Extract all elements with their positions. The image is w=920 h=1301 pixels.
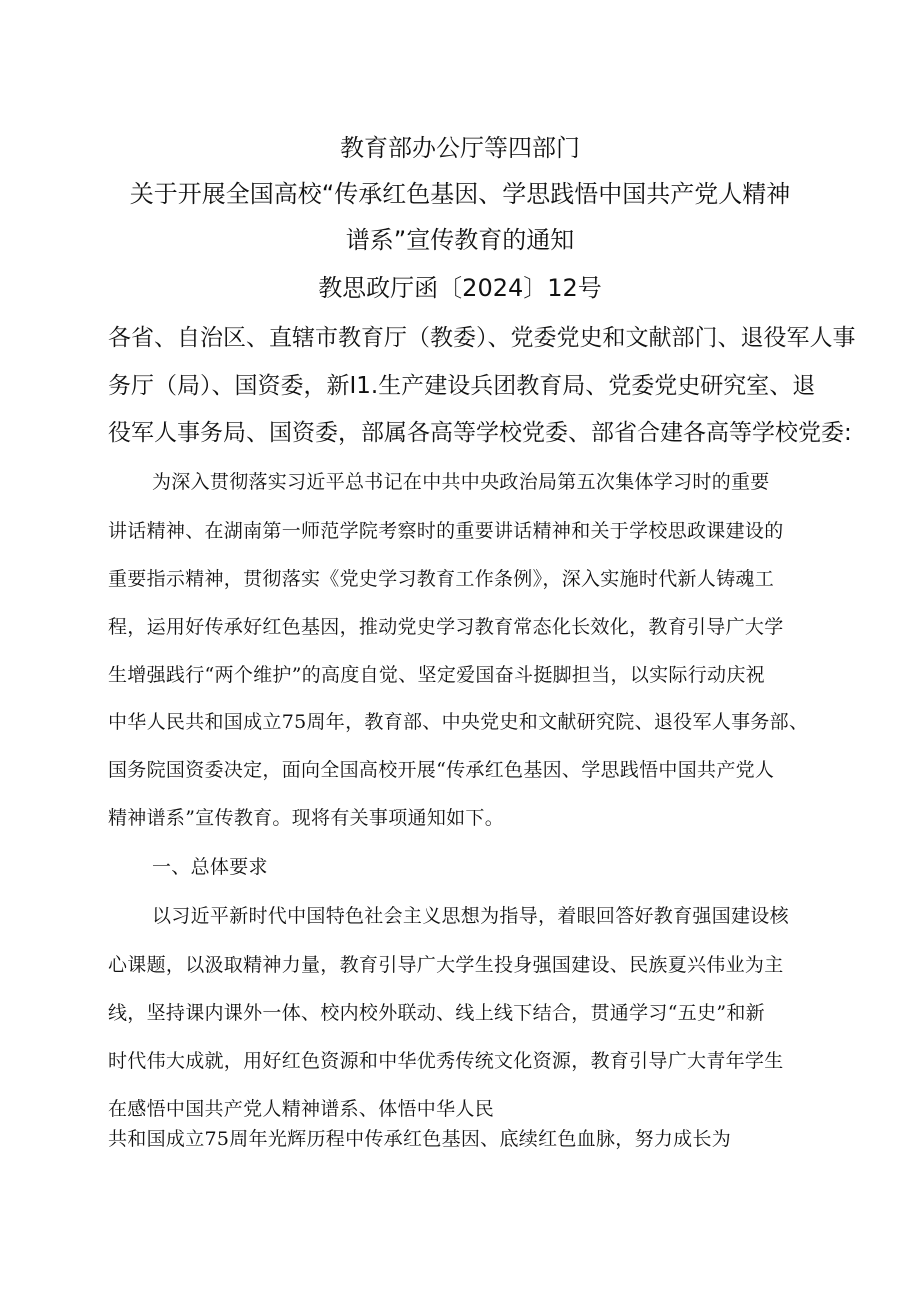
intro-line-6: 中华人民共和国成立75周年，教育部、中央党史和文献研究院、退役军人事务部、 [108,711,809,733]
section-line-3: 线，坚持课内课外一体、校内校外联动、线上线下结合，贯通学习“五史”和新 [108,1002,765,1024]
section-line-6: 共和国成立75周年光辉历程中传承红色基因、底续红色血脉，努力成长为 [108,1128,732,1150]
intro-line-3: 重要指示精神，贯彻落实《党史学习教育工作条例》，深入实施时代新人铸魂工 [108,568,775,590]
intro-line-5: 生增强践行“两个维护”的高度自觉、坚定爱国奋斗挺脚担当，以实际行动庆祝 [108,664,765,686]
intro-line-4: 程，运用好传承好红色基因，推动党史学习教育常态化长效化，教育引导广大学 [108,616,784,638]
intro-line-2: 讲话精神、在湖南第一师范学院考察时的重要讲话精神和关于学校思政课建设的 [108,520,784,542]
intro-line-8: 精神谱系”宣传教育。现将有关事项通知如下。 [108,807,505,829]
title-line-3: 谱系”宣传教育的通知 [345,226,575,254]
intro-line-1: 为深入贯彻落实习近平总书记在中共中央政治局第五次集体学习时的重要 [152,471,770,493]
title-line-1: 教育部办公厅等四部门 [340,134,580,162]
addressee-line-1: 各省、自治区、直辖市教育厅（教委）、党委党史和文献部门、退役军人事 [108,325,856,351]
document-number: 教思政厅函〔2024〕12号 [318,274,602,302]
section-heading: 一、总体要求 [152,856,268,878]
addressee-line-2: 务厅（局）、国资委，新I1.生产建设兵团教育局、党委党史研究室、退 [108,373,816,399]
section-line-2: 心课题，以汲取精神力量，教育引导广大学生投身强国建设、民族夏兴伟业为主 [108,954,784,976]
section-line-4: 时代伟大成就，用好红色资源和中华优秀传统文化资源，教育引导广大青年学生 [108,1050,784,1072]
section-line-1: 以习近平新时代中国特色社会主义思想为指导，着眼回答好教育强国建设核 [152,905,789,927]
addressee-line-3: 役军人事务局、国资委，部属各高等学校党委、部省合建各高等学校党委: [108,420,852,446]
title-line-2: 关于开展全国高校“传承红色基因、学思践悟中国共产党人精神 [129,180,791,208]
intro-line-7: 国务院国资委决定，面向全国高校开展“传承红色基因、学思践悟中国共产党人 [108,759,775,781]
section-line-5: 在感悟中国共产党人精神谱系、体悟中华人民 [108,1098,495,1120]
